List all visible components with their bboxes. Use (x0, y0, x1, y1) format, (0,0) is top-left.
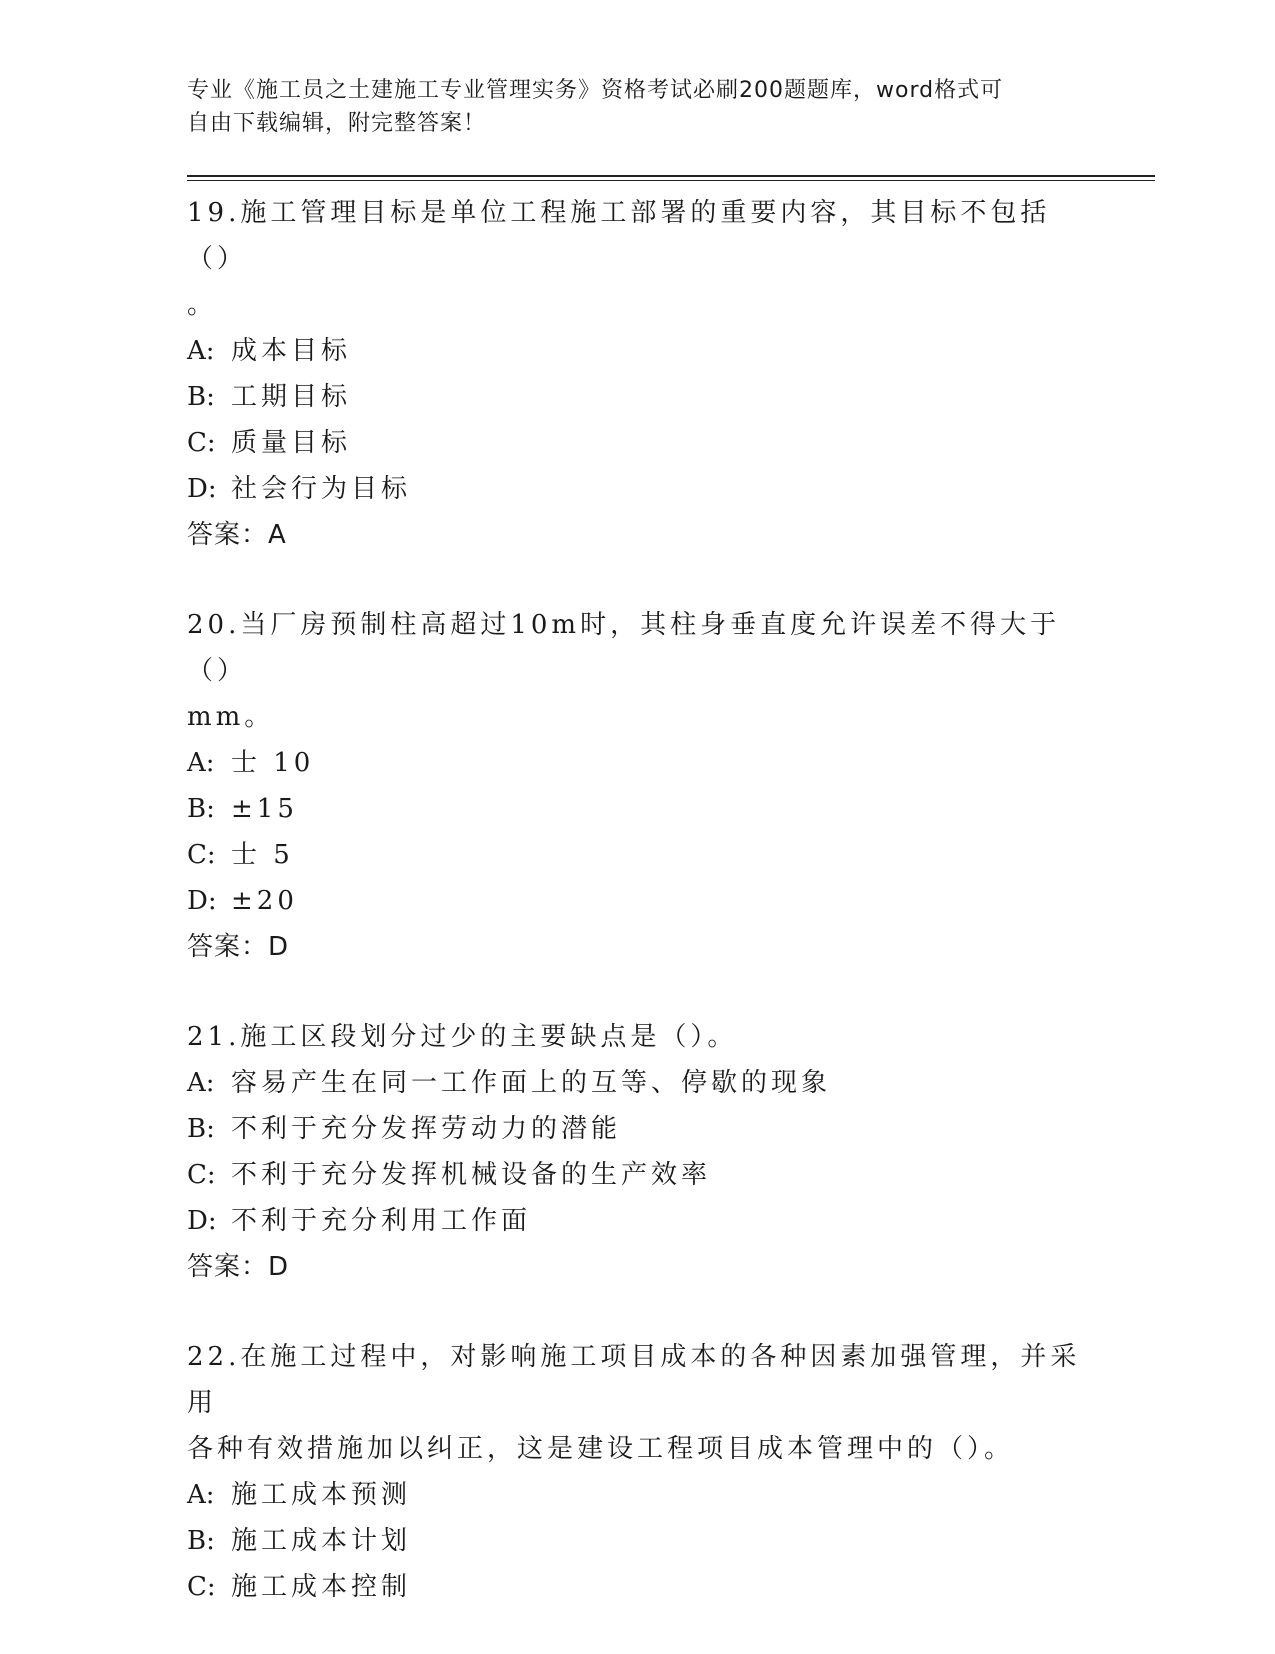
option-letter: A: (187, 1068, 215, 1098)
question-19 (187, 190, 1087, 558)
option-text: 施工成本预测 (231, 1480, 412, 1510)
option-text: ±15 (231, 794, 298, 824)
answer-line: 答案：D (187, 932, 290, 962)
option-letter: D: (187, 1206, 217, 1236)
header-divider-thick (187, 175, 1155, 177)
option-b (187, 374, 1087, 420)
option-letter: B: (187, 1114, 215, 1144)
option-a (187, 1472, 1087, 1518)
option-b (187, 1518, 1087, 1564)
option-text: 成本目标 (231, 336, 352, 366)
option-text: 士 10 (231, 748, 315, 778)
option-d (187, 1198, 1087, 1244)
answer-line: 答案：A (187, 520, 287, 550)
header-line-1: 专业《施工员之土建施工专业管理实务》资格考试必刷200题题库，word格式可 (187, 78, 1004, 103)
option-letter: C: (187, 1572, 216, 1602)
question-list (187, 190, 1087, 1654)
option-c (187, 832, 1087, 878)
option-b (187, 786, 1087, 832)
answer-line: 答案：D (187, 1252, 290, 1282)
question-stem: 21.施工区段划分过少的主要缺点是（）。 (187, 1022, 738, 1052)
option-c (187, 1152, 1087, 1198)
option-text: 容易产生在同一工作面上的互等、停歇的现象 (231, 1068, 832, 1098)
option-text: ±20 (231, 886, 298, 916)
option-letter: C: (187, 428, 216, 458)
option-text: 不利于充分利用工作面 (231, 1206, 532, 1236)
option-text: 施工成本控制 (231, 1572, 412, 1602)
option-c (187, 1564, 1087, 1610)
question-stem: 22.在施工过程中，对影响施工项目成本的各种因素加强管理，并采用 (187, 1342, 1081, 1418)
option-letter: D: (187, 886, 217, 916)
option-c (187, 420, 1087, 466)
option-letter: B: (187, 1526, 215, 1556)
question-22 (187, 1334, 1087, 1610)
question-stem: 19.施工管理目标是单位工程施工部署的重要内容，其目标不包括（） (187, 198, 1051, 274)
option-d (187, 466, 1087, 512)
question-stem-continued: 。 (187, 290, 218, 320)
option-d (187, 878, 1087, 924)
option-text: 质量目标 (231, 428, 352, 458)
option-a (187, 328, 1087, 374)
option-text: 不利于充分发挥劳动力的潜能 (231, 1114, 622, 1144)
question-stem-continued: 各种有效措施加以纠正，这是建设工程项目成本管理中的（）。 (187, 1434, 1015, 1464)
option-letter: A: (187, 1480, 215, 1510)
option-letter: D: (187, 474, 217, 504)
option-text: 士 5 (231, 840, 294, 870)
option-a (187, 740, 1087, 786)
option-a (187, 1060, 1087, 1106)
option-text: 社会行为目标 (231, 474, 412, 504)
question-stem-continued: mm。 (187, 702, 275, 732)
question-20 (187, 602, 1087, 970)
option-text: 施工成本计划 (231, 1526, 412, 1556)
header-line-2: 自由下载编辑，附完整答案！ (187, 111, 487, 136)
option-b (187, 1106, 1087, 1152)
header-divider-thin (187, 180, 1155, 181)
option-letter: A: (187, 336, 215, 366)
option-letter: B: (187, 794, 215, 824)
question-stem: 20.当厂房预制柱高超过10m时，其柱身垂直度允许误差不得大于（） (187, 610, 1061, 686)
option-text: 工期目标 (231, 382, 352, 412)
option-letter: C: (187, 840, 216, 870)
option-letter: A: (187, 748, 215, 778)
option-letter: C: (187, 1160, 216, 1190)
option-letter: B: (187, 382, 215, 412)
document-header (187, 74, 1087, 140)
question-21 (187, 1014, 1087, 1290)
option-text: 不利于充分发挥机械设备的生产效率 (231, 1160, 712, 1190)
